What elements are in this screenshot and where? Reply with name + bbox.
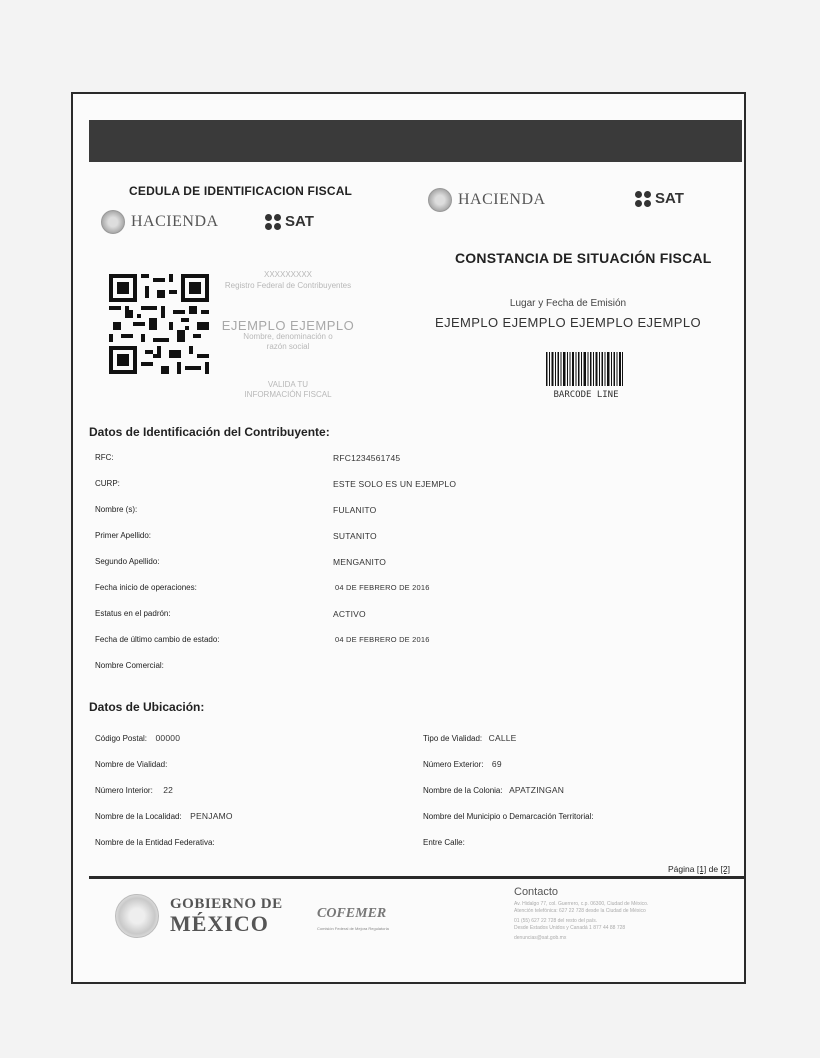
id-label: Fecha inicio de operaciones: [95, 583, 197, 592]
id-value: ACTIVO [333, 609, 366, 619]
sat-logo-icon [635, 191, 651, 207]
footer-divider [89, 876, 744, 879]
ubic-right-row: Entre Calle: [423, 838, 465, 847]
ubic-left-row: Nombre de Vialidad: [95, 760, 168, 769]
id-value: FULANITO [333, 505, 377, 515]
cedula-name-caption: Nombre, denominación o razón social [243, 332, 333, 351]
id-value: RFC1234561745 [333, 453, 401, 463]
contacto-email[interactable]: denuncias@sat.gob.mx [514, 935, 567, 941]
id-label: RFC: [95, 453, 114, 462]
hacienda-logo-left: HACIENDA [101, 210, 219, 234]
ubicacion-title: Datos de Ubicación: [89, 700, 205, 714]
rfc-placeholder: XXXXXXXXX [263, 270, 313, 279]
page-indicator: Página [1] de [2] [668, 864, 730, 874]
id-value: SUTANITO [333, 531, 377, 541]
cedula-title: CEDULA DE IDENTIFICACION FISCAL [129, 184, 353, 198]
id-label: Nombre Comercial: [95, 661, 164, 670]
gobierno-line2: MÉXICO [170, 911, 269, 936]
ubic-right-row: Nombre del Municipio o Demarcación Territorial: [423, 812, 594, 821]
header-bar [89, 120, 742, 162]
hacienda-emblem-icon [428, 188, 452, 212]
id-label: Estatus en el padrón: [95, 609, 171, 618]
id-label: Primer Apellido: [95, 531, 152, 540]
ubic-right-row: Nombre de la Colonia: APATZINGAN [423, 785, 565, 795]
cofemer-subtitle: Comisión Federal de Mejora Regulatoria [317, 926, 389, 931]
sat-logo-right: SAT [635, 190, 684, 207]
id-value: 04 DE FEBRERO DE 2016 [335, 635, 430, 644]
cedula-name: EJEMPLO EJEMPLO [221, 318, 355, 333]
contacto-title: Contacto [514, 886, 559, 898]
contacto-line: Atención telefónica: 627 22 728 desde la Ciudad de México [514, 908, 646, 914]
cofemer-logo: COFEMER [317, 906, 387, 921]
barcode-label: BARCODE LINE [553, 390, 619, 400]
sat-logo-left: SAT [265, 213, 314, 230]
id-label: Segundo Apellido: [95, 557, 160, 566]
barcode-icon [546, 352, 623, 386]
lugar-fecha-label: Lugar y Fecha de Emisión [509, 298, 627, 309]
contacto-line: Av. Hidalgo 77, col. Guerrero, c.p. 06300, Ciudad de México. [514, 901, 649, 907]
id-label: Fecha de último cambio de estado: [95, 635, 220, 644]
gobierno-emblem-icon [115, 894, 159, 938]
ubic-right-row: Número Exterior: 69 [423, 759, 502, 769]
validate-link[interactable]: VALIDA TU INFORMACIÓN FISCAL [244, 380, 332, 399]
ubic-left-row: Nombre de la Localidad: PENJAMO [95, 811, 233, 821]
ubic-right-row: Tipo de Vialidad: CALLE [423, 733, 517, 743]
ubic-left-row: Número Interior: 22 [95, 785, 174, 795]
id-value: MENGANITO [333, 557, 387, 567]
gobierno-line1: GOBIERNO DE [170, 896, 283, 912]
id-label: Nombre (s): [95, 505, 138, 514]
id-value: 04 DE FEBRERO DE 2016 [335, 583, 430, 592]
qr-code-icon [109, 274, 209, 374]
sat-logo-icon [265, 214, 281, 230]
hacienda-logo-right: HACIENDA [428, 188, 546, 212]
ubic-left-row: Nombre de la Entidad Federativa: [95, 838, 215, 847]
contacto-block [514, 901, 729, 942]
id-value: ESTE SOLO ES UN EJEMPLO [333, 479, 457, 489]
contacto-line: Desde Estados Unidos y Canadá 1 877 44 88 728 [514, 925, 626, 931]
rfc-caption: Registro Federal de Contribuyentes [224, 281, 352, 290]
ubic-left-row: Código Postal: 00000 [95, 733, 181, 743]
identificacion-title: Datos de Identificación del Contribuyente: [89, 425, 330, 439]
id-label: CURP: [95, 479, 120, 488]
constancia-title: CONSTANCIA DE SITUACIÓN FISCAL [455, 250, 712, 266]
contacto-line: 01 (55) 627 22 728 del resto del país. [514, 918, 598, 924]
document-sheet [71, 92, 746, 984]
hacienda-emblem-icon [101, 210, 125, 234]
lugar-fecha-value: EJEMPLO EJEMPLO EJEMPLO EJEMPLO [435, 315, 701, 330]
